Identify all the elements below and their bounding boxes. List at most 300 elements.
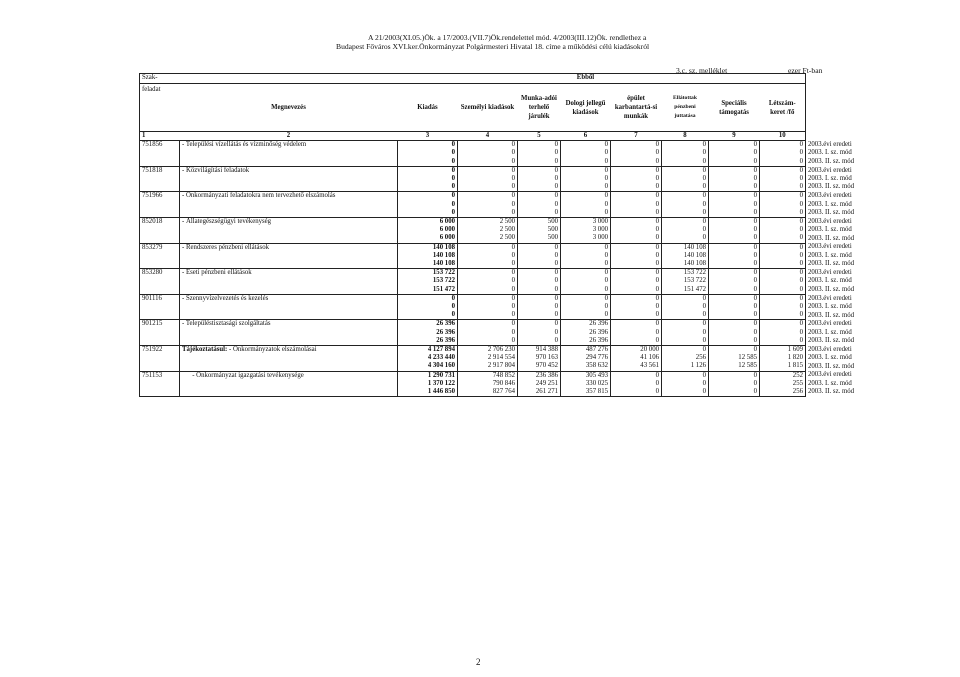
cell-value: 153 722 [398,277,458,285]
table-row [140,380,886,388]
cell-value: 0 [611,303,662,311]
col-number: 7 [611,132,662,141]
cell-code [140,252,180,260]
cell-value: 2 500 [458,218,518,227]
cell-value: 151 472 [662,286,709,295]
cell-value: 1 609 [760,346,806,355]
cell-code: 751856 [140,141,180,150]
cell-value: 2 500 [458,226,518,234]
cell-name [180,294,398,303]
cell-code [140,311,180,320]
cell-value: 0 [611,252,662,260]
cell-value: 140 108 [398,260,458,269]
cell-value: 0 [662,311,709,320]
cell-value: 0 [458,166,518,175]
cell-value: 3 000 [561,234,611,243]
cell-value: 0 [709,329,760,337]
cell-value: 2 500 [458,234,518,243]
table-row [140,149,886,157]
cell-value: 6 000 [398,234,458,243]
cell-name [180,320,398,329]
cell-value: 0 [398,294,458,303]
cell-name [180,226,398,234]
cell-code [140,362,180,371]
cell-value: 0 [518,269,561,278]
cell-value: 26 396 [398,320,458,329]
cell-version-note: 2003.évi eredeti [808,345,852,353]
cell-version-note: 2003. I. sz. mód [808,354,852,362]
feladat-header: feladat [140,84,180,132]
table-row [140,175,886,183]
cell-value: 748 852 [458,371,518,380]
cell-value: 0 [709,380,760,388]
cell-value: 26 396 [561,320,611,329]
cell-name [180,354,398,362]
cell-value: 0 [458,269,518,278]
cell-value: 0 [611,158,662,167]
cell-value: 0 [611,294,662,303]
cell-value: 0 [611,388,662,397]
cell-value: 0 [760,269,806,278]
name-text: - Állategészségügyi tevékenység [182,218,272,226]
cell-name [180,269,398,278]
cell-value: 1 126 [662,362,709,371]
cell-version-note: 2003.évi eredeti [808,269,852,276]
cell-name [180,243,398,252]
table-row [140,158,886,167]
cell-value: 0 [561,277,611,285]
cell-value: 20 000 [611,346,662,355]
cell-value: 0 [458,329,518,337]
cell-name [180,175,398,183]
cell-value: 0 [611,243,662,252]
cell-value: 970 452 [518,362,561,371]
cell-value: 0 [518,166,561,175]
table-row [140,234,886,243]
cell-value: 0 [760,175,806,183]
cell-name [180,158,398,167]
szak-header-top: Szak- [140,74,180,84]
cell-version-note: 2003.évi eredeti [808,243,852,251]
cell-value: 0 [760,192,806,201]
cell-version-note: 2003. II. sz. mód [808,157,855,165]
cell-value: 0 [561,209,611,218]
cell-value: 0 [611,192,662,201]
cell-value: 0 [458,183,518,192]
cell-value: 26 396 [561,337,611,346]
cell-value: 0 [709,226,760,234]
cell-code [140,175,180,183]
cell-version-note: 2003. I. sz. mód [808,328,852,336]
letszam-header: Létszám-keret /fő [760,84,806,132]
table-row [140,388,886,397]
table-row [140,286,886,295]
table-row [140,183,886,192]
cell-version-note: 2003. I. sz. mód [808,277,852,285]
cell-name [180,337,398,346]
cell-code [140,201,180,209]
cell-value: 0 [611,380,662,388]
cell-value: 0 [709,158,760,167]
cell-value: 140 108 [662,252,709,260]
cell-value: 0 [662,337,709,346]
cell-value: 970 163 [518,354,561,362]
col-number: 2 [180,132,398,141]
cell-version-note: 2003. II. sz. mód [808,362,855,370]
name-text: - Közvilágítási feladatok [182,166,250,174]
cell-value: 0 [760,277,806,285]
table-row [140,354,886,362]
cell-version-note: 2003. II. sz. mód [808,285,855,293]
cell-value: 140 108 [662,260,709,269]
cell-name [180,329,398,337]
table-row [140,260,886,269]
name-text: - Önkormányzati feladatokra nem tervezhető elszámolás [182,192,336,200]
cell-name [180,192,398,201]
cell-version-note: 2003.évi eredeti [808,192,852,200]
cell-value: 0 [458,209,518,218]
cell-name [180,201,398,209]
cell-code [140,183,180,192]
table-row [140,311,886,320]
cell-value: 0 [760,252,806,260]
cell-value: 3 000 [561,226,611,234]
cell-value: 0 [760,286,806,295]
cell-value: 6 000 [398,218,458,227]
cell-value: 0 [709,294,760,303]
header-line-2: Budapest Főváros XVI.ker.Önkormányzat Polgármesteri Hivatal 18. címe a működési célú kiadásokról [336,42,650,51]
cell-value: 0 [662,158,709,167]
cell-value: 0 [561,252,611,260]
cell-value: 12 585 [709,362,760,371]
cell-value: 0 [611,311,662,320]
cell-value: 0 [760,226,806,234]
cell-value: 43 561 [611,362,662,371]
cell-value: 0 [518,311,561,320]
cell-name [180,166,398,175]
col-number: 3 [398,132,458,141]
dologi-header: Dologi jellegű kiadások [561,84,611,132]
cell-value: 0 [611,234,662,243]
cell-value: 0 [518,320,561,329]
cell-value: 0 [662,380,709,388]
table-row [140,294,886,303]
cell-value: 0 [458,149,518,157]
table-row [140,218,886,227]
cell-value: 0 [611,320,662,329]
cell-value: 0 [611,277,662,285]
cell-value: 0 [709,337,760,346]
table-header [140,74,886,141]
cell-name [180,183,398,192]
cell-value: 255 [760,380,806,388]
cell-value: 256 [760,388,806,397]
cell-value: 0 [518,329,561,337]
cell-value: 0 [611,286,662,295]
name-text: - Rendszeres pénzbeni ellátások [182,243,270,251]
cell-value: 0 [458,141,518,150]
cell-value: 0 [611,149,662,157]
cell-value: 0 [709,192,760,201]
cell-value: 0 [709,218,760,227]
cell-value: 487 276 [561,346,611,355]
cell-value: 0 [709,388,760,397]
epulet-header: épület karbantartá-si munkák [611,84,662,132]
cell-value: 140 108 [398,252,458,260]
cell-value: 6 000 [398,226,458,234]
cell-value: 2 914 554 [458,354,518,362]
name-text: - Településtisztasági szolgáltatás [182,320,271,328]
cell-value: 0 [398,175,458,183]
cell-value: 0 [709,149,760,157]
cell-version-note: 2003.évi eredeti [808,371,852,379]
cell-value: 0 [760,243,806,252]
cell-value: 0 [398,166,458,175]
cell-value: 1 820 [760,354,806,362]
cell-name [180,362,398,371]
cell-value: 0 [561,269,611,278]
cell-value: 0 [458,303,518,311]
cell-value: 0 [561,311,611,320]
name-text: - Szennyvízelvezetés és kezelés [182,294,269,302]
cell-value: 0 [709,277,760,285]
cell-value: 0 [709,201,760,209]
cell-value: 3 000 [561,218,611,227]
cell-code: 852018 [140,218,180,227]
cell-version-note: 2003. II. sz. mód [808,183,855,191]
cell-name [180,260,398,269]
cell-version-note: 2003. II. sz. mód [808,337,855,345]
cell-value: 0 [518,201,561,209]
col-number: 8 [662,132,709,141]
cell-value: 0 [518,286,561,295]
cell-code [140,303,180,311]
cell-version-note: 2003. I. sz. mód [808,175,852,183]
name-text: - Önkormányzat igazgatási tevékenysége [182,371,304,379]
cell-value: 305 493 [561,371,611,380]
cell-value: 0 [709,371,760,380]
cell-value: 0 [398,311,458,320]
cell-name [180,218,398,227]
cell-value: 1 815 [760,362,806,371]
cell-value: 0 [662,149,709,157]
table-row [140,166,886,175]
cell-value: 0 [518,252,561,260]
table-row [140,141,886,150]
cell-value: 0 [561,141,611,150]
cell-value: 0 [518,243,561,252]
cell-value: 0 [611,226,662,234]
cell-value: 0 [458,277,518,285]
name-text: - Eseti pénzbeni ellátások [182,269,252,277]
cell-value: 140 108 [398,243,458,252]
cell-value: 0 [398,201,458,209]
cell-value: 0 [760,141,806,150]
cell-code [140,388,180,397]
cell-value: 0 [760,234,806,243]
cell-code: 751153 [140,371,180,380]
cell-value: 0 [518,175,561,183]
cell-value: 0 [760,337,806,346]
cell-value: 0 [709,260,760,269]
col-number: 9 [709,132,760,141]
cell-code: 751922 [140,346,180,355]
cell-version-note: 2003. II. sz. mód [808,388,855,396]
cell-value: 0 [760,329,806,337]
cell-value: 0 [398,158,458,167]
cell-value: 0 [760,209,806,218]
cell-value: 0 [518,192,561,201]
cell-value: 153 722 [662,269,709,278]
cell-value: 0 [458,252,518,260]
cell-value: 0 [760,303,806,311]
cell-name [180,303,398,311]
cell-value: 140 108 [662,243,709,252]
cell-value: 0 [709,286,760,295]
ebbol-header: Ebből [561,74,611,84]
cell-value: 26 396 [561,329,611,337]
cell-name [180,371,398,380]
cell-value: 0 [709,209,760,218]
cell-value: 12 585 [709,354,760,362]
cell-version-note: 2003. I. sz. mód [808,200,852,208]
table-row [140,243,886,252]
cell-value: 0 [518,183,561,192]
cell-value: 0 [709,303,760,311]
cell-value: 0 [561,286,611,295]
cell-value: 0 [662,166,709,175]
cell-value: 0 [561,303,611,311]
cell-value: 0 [561,149,611,157]
cell-value: 0 [611,260,662,269]
cell-value: 0 [561,192,611,201]
cell-code [140,209,180,218]
cell-version-note: 2003.évi eredeti [808,166,852,174]
cell-value: 0 [458,158,518,167]
cell-value: 0 [709,320,760,329]
cell-value: 0 [760,201,806,209]
table-row [140,192,886,201]
cell-value: 0 [518,277,561,285]
cell-value: 0 [611,166,662,175]
cell-value: 1 446 850 [398,388,458,397]
cell-value: 0 [662,201,709,209]
cell-code [140,226,180,234]
table-row [140,226,886,234]
cell-value: 0 [662,175,709,183]
cell-value: 0 [662,183,709,192]
cell-value: 0 [518,158,561,167]
cell-value: 0 [611,337,662,346]
cell-value: 0 [662,329,709,337]
table-row [140,303,886,311]
col-number: 6 [561,132,611,141]
unit-label: ezer Ft-ban [788,66,823,75]
cell-value: 0 [611,218,662,227]
cell-version-note: 2003. I. sz. mód [808,303,852,311]
cell-value: 0 [709,252,760,260]
cell-value: 1 290 731 [398,371,458,380]
cell-value: 153 722 [398,269,458,278]
cell-value: 0 [611,371,662,380]
table-row [140,337,886,346]
annex-label: 3.c. sz. melléklet [676,66,728,75]
cell-value: 0 [760,320,806,329]
cell-value: 0 [709,346,760,355]
cell-value: 0 [611,329,662,337]
cell-value: 0 [611,201,662,209]
cell-value: 0 [760,218,806,227]
cell-value: 0 [760,311,806,320]
cell-code [140,329,180,337]
megnevezes-header: Megnevezés [180,84,398,132]
table-row [140,277,886,285]
cell-value: 0 [760,183,806,192]
cell-name [180,209,398,218]
cell-value: 0 [760,260,806,269]
cell-value: 0 [662,234,709,243]
cell-value: 0 [518,303,561,311]
cell-name [180,388,398,397]
page-number: 2 [476,657,481,667]
cell-version-note: 2003. I. sz. mód [808,379,852,387]
cell-value: 26 396 [398,329,458,337]
cell-name [180,252,398,260]
cell-value: 0 [760,294,806,303]
cell-value: 0 [662,192,709,201]
szemelyi-header: Személyi kiadások [458,84,518,132]
cell-value: 0 [611,183,662,192]
cell-value: 0 [760,149,806,157]
cell-code [140,260,180,269]
cell-code [140,149,180,157]
table-row [140,320,886,329]
cell-value: 0 [662,346,709,355]
cell-value: 0 [458,320,518,329]
table-row [140,201,886,209]
cell-value: 0 [518,260,561,269]
cell-version-note: 2003. I. sz. mód [808,226,852,234]
cell-value: 0 [709,234,760,243]
cell-version-note: 2003. I. sz. mód [808,251,852,259]
cell-value: 0 [398,149,458,157]
table-row [140,362,886,371]
column-number-row [140,132,886,141]
cell-value: 0 [398,209,458,218]
cell-value: 249 251 [518,380,561,388]
name-text: - Önkormányzatok elszámolásai [227,346,317,354]
cell-value: 0 [662,388,709,397]
cell-version-note: 2003. II. sz. mód [808,209,855,217]
cell-value: 0 [662,303,709,311]
cell-value: 0 [561,201,611,209]
table-row [140,269,886,278]
cell-value: 0 [518,149,561,157]
cell-name [180,346,398,355]
cell-value: 0 [458,201,518,209]
table-row [140,252,886,260]
cell-value: 0 [561,166,611,175]
cell-version-note: 2003.évi eredeti [808,217,852,225]
cell-value: 500 [518,218,561,227]
cell-code: 901116 [140,294,180,303]
cell-value: 358 632 [561,362,611,371]
cell-code [140,337,180,346]
cell-value: 0 [561,260,611,269]
cell-value: 500 [518,234,561,243]
cell-version-note: 2003. II. sz. mód [808,260,855,268]
cell-value: 0 [458,286,518,295]
